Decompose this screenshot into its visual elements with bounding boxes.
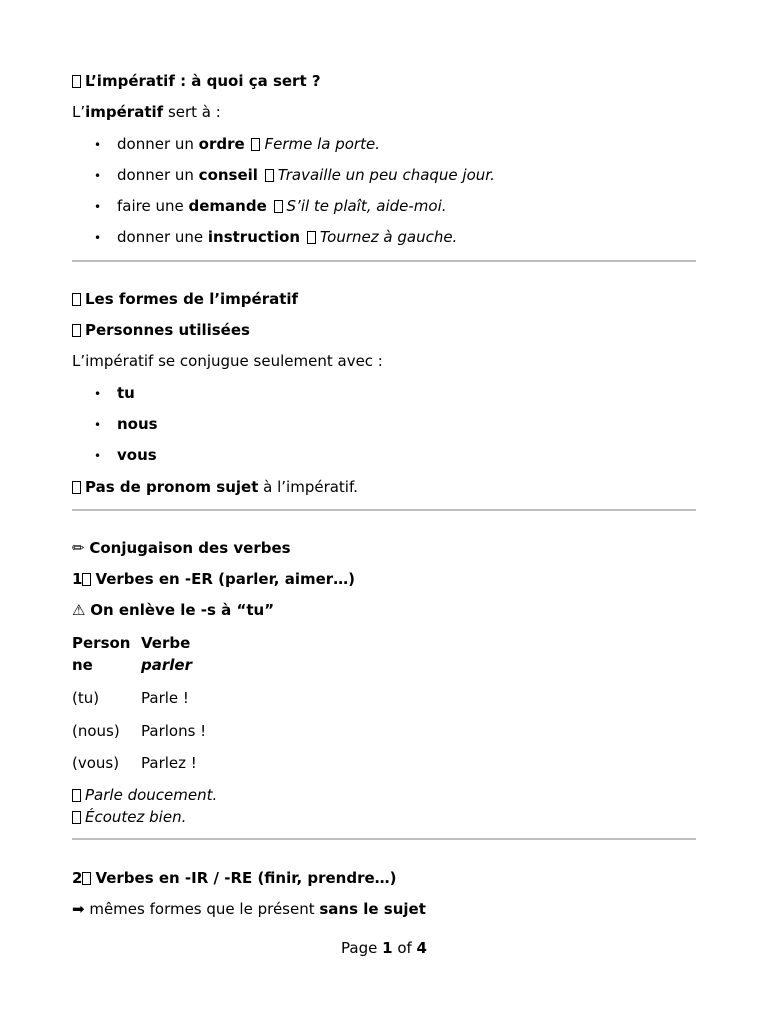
intro-paragraph: L’impératif sert à : <box>72 103 221 121</box>
table-cell-person: (tu) <box>72 689 100 707</box>
personnes-intro: L’impératif se conjugue seulement avec : <box>72 352 383 370</box>
bullet-icon: • <box>94 138 102 152</box>
list-item: vous <box>117 446 157 464</box>
example-line: Parle doucement. <box>72 785 217 807</box>
arrow-right-icon: ➡ <box>72 900 85 918</box>
list-item: nous <box>117 415 158 433</box>
emoji-icon <box>72 324 81 337</box>
table-cell-verb: Parlons ! <box>141 722 207 740</box>
section-heading-imperatif-usage: L’impératif : à quoi ça sert ? <box>72 71 321 93</box>
section-heading-formes: Les formes de l’impératif <box>72 289 298 311</box>
emoji-icon <box>307 231 316 244</box>
table-cell-person: (vous) <box>72 754 120 772</box>
bullet-icon: • <box>94 200 102 214</box>
table-header-person: Person <box>72 634 131 652</box>
table-header-person-cont: ne <box>72 656 93 674</box>
list-item: tu <box>117 384 135 402</box>
divider <box>72 509 696 511</box>
list-item: donner une instruction Tournez à gauche. <box>117 228 458 246</box>
emoji-icon <box>265 169 274 182</box>
keycap-icon <box>82 573 91 586</box>
emoji-icon <box>72 481 81 494</box>
bullet-icon: • <box>94 387 102 401</box>
bullet-icon: • <box>94 169 102 183</box>
table-cell-verb: Parlez ! <box>141 754 197 772</box>
warning-line: ⚠ On enlève le -s à “tu” <box>72 601 275 619</box>
table-header-verb: Verbe <box>141 634 191 652</box>
list-item: donner un conseil Travaille un peu chaque jour. <box>117 166 495 184</box>
subheading-verbes-er: 1 Verbes en -ER (parler, aimer…) <box>72 570 356 588</box>
emoji-icon <box>72 811 81 824</box>
table-cell-verb: Parle ! <box>141 689 189 707</box>
subheading-verbes-ir-re: 2 Verbes en -IR / -RE (finir, prendre…) <box>72 869 397 887</box>
keycap-icon <box>82 872 91 885</box>
emoji-icon <box>72 293 81 306</box>
list-item: donner un ordre Ferme la porte. <box>117 135 380 153</box>
emoji-icon <box>251 138 260 151</box>
list-item: faire une demande S’il te plaît, aide-moi. <box>117 197 447 215</box>
divider <box>72 260 696 262</box>
ir-re-description: ➡ mêmes formes que le présent sans le sujet <box>72 900 426 918</box>
subheading-personnes: Personnes utilisées <box>72 320 250 342</box>
pencil-icon: ✏ <box>72 539 85 557</box>
page-footer: Page 1 of 4 <box>341 939 427 957</box>
table-header-verb-cont: parler <box>141 656 192 674</box>
emoji-icon <box>274 200 283 213</box>
section-heading-conjugaison: ✏ Conjugaison des verbes <box>72 539 291 557</box>
bullet-icon: • <box>94 449 102 463</box>
divider <box>72 838 696 840</box>
bullet-icon: • <box>94 231 102 245</box>
table-cell-person: (nous) <box>72 722 120 740</box>
emoji-icon <box>72 789 81 802</box>
warning-icon: ⚠ <box>72 601 86 619</box>
note-pronom: Pas de pronom sujet à l’impératif. <box>72 477 358 499</box>
emoji-icon <box>72 75 81 88</box>
bullet-icon: • <box>94 418 102 432</box>
example-line: Écoutez bien. <box>72 807 186 829</box>
